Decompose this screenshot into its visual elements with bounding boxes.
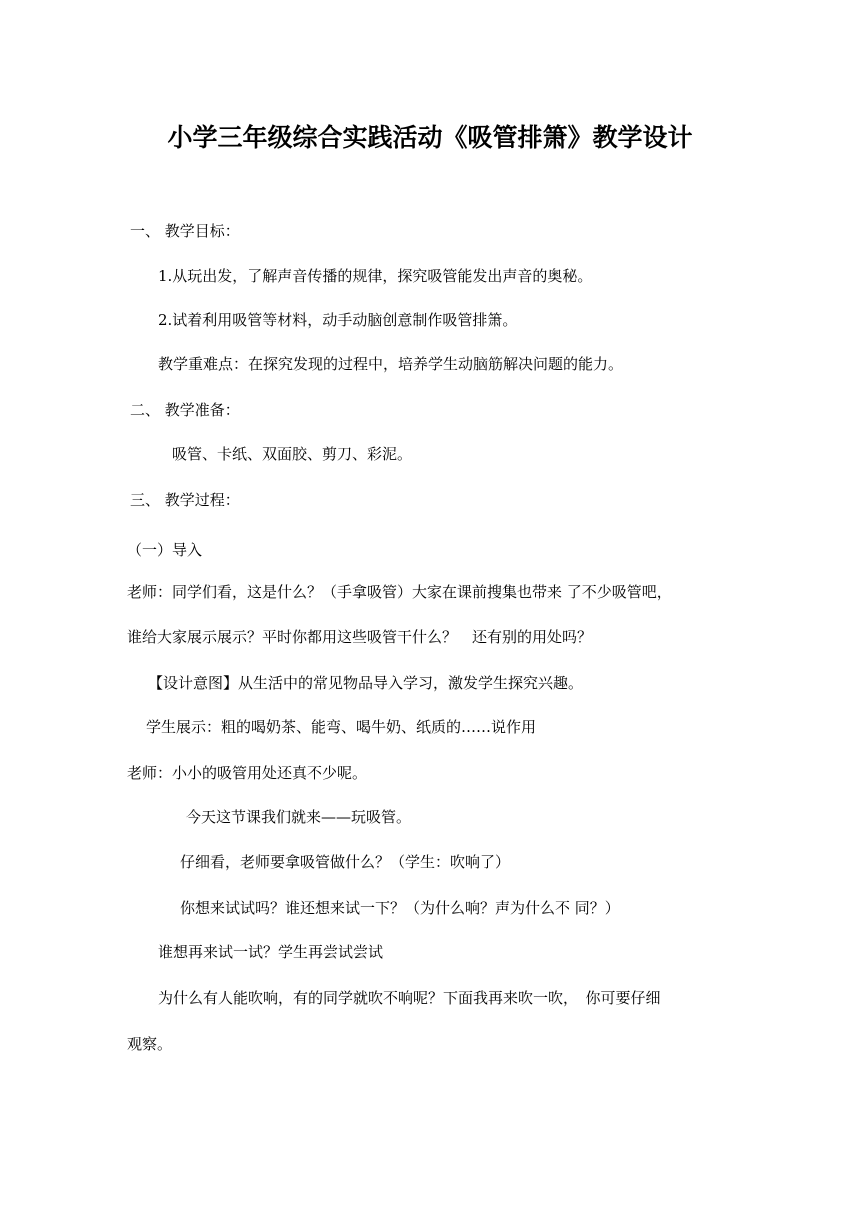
materials-list: 吸管、卡纸、双面胶、剪刀、彩泥。 xyxy=(172,445,413,463)
objective-item-1: 1.从玩出发，了解声音传播的规律，探究吸管能发出声音的奥秘。 xyxy=(158,267,593,285)
paragraph-line: 观察。 xyxy=(127,1035,173,1053)
paragraph-line: 今天这节课我们就来——玩吸管。 xyxy=(186,808,412,826)
objective-item-2: 2.试着利用吸管等材料，动手动脑创意制作吸管排箫。 xyxy=(158,311,518,329)
section-heading-process: 三、 教学过程： xyxy=(130,491,240,509)
paragraph-line: 为什么有人能吹响，有的同学就吹不响呢？下面我再来吹一吹， 你可要仔细 xyxy=(158,989,661,1007)
document-title: 小学三年级综合实践活动《吸管排箫》教学设计 xyxy=(167,123,693,152)
section-heading-objectives: 一、 教学目标： xyxy=(130,222,240,240)
section-heading-preparation: 二、 教学准备： xyxy=(130,401,240,419)
design-intent: 【设计意图】从生活中的常见物品导入学习，激发学生探究兴趣。 xyxy=(148,674,584,692)
paragraph-line: 老师：小小的吸管用处还真不少呢。 xyxy=(127,764,368,782)
paragraph-line: 谁给大家展示展示？平时你都用这些吸管干什么？ 还有别的用处吗？ xyxy=(127,628,593,646)
paragraph-line: 谁想再来试一试？学生再尝试尝试 xyxy=(158,943,384,961)
paragraph-line: 学生展示：粗的喝奶茶、能弯、喝牛奶、纸质的……说作用 xyxy=(146,718,537,736)
subsection-heading-intro: （一）导入 xyxy=(127,541,203,559)
paragraph-line: 仔细看，老师要拿吸管做什么？（学生：吹响了） xyxy=(180,853,511,871)
paragraph-line: 你想来试试吗？谁还想来试一下？（为什么响？声为什么不 同？） xyxy=(180,899,620,917)
paragraph-line: 老师：同学们看，这是什么？（手拿吸管）大家在课前搜集也带来 了不少吸管吧， xyxy=(127,583,672,601)
key-difficulty: 教学重难点：在探究发现的过程中，培养学生动脑筋解决问题的能力。 xyxy=(158,355,624,373)
